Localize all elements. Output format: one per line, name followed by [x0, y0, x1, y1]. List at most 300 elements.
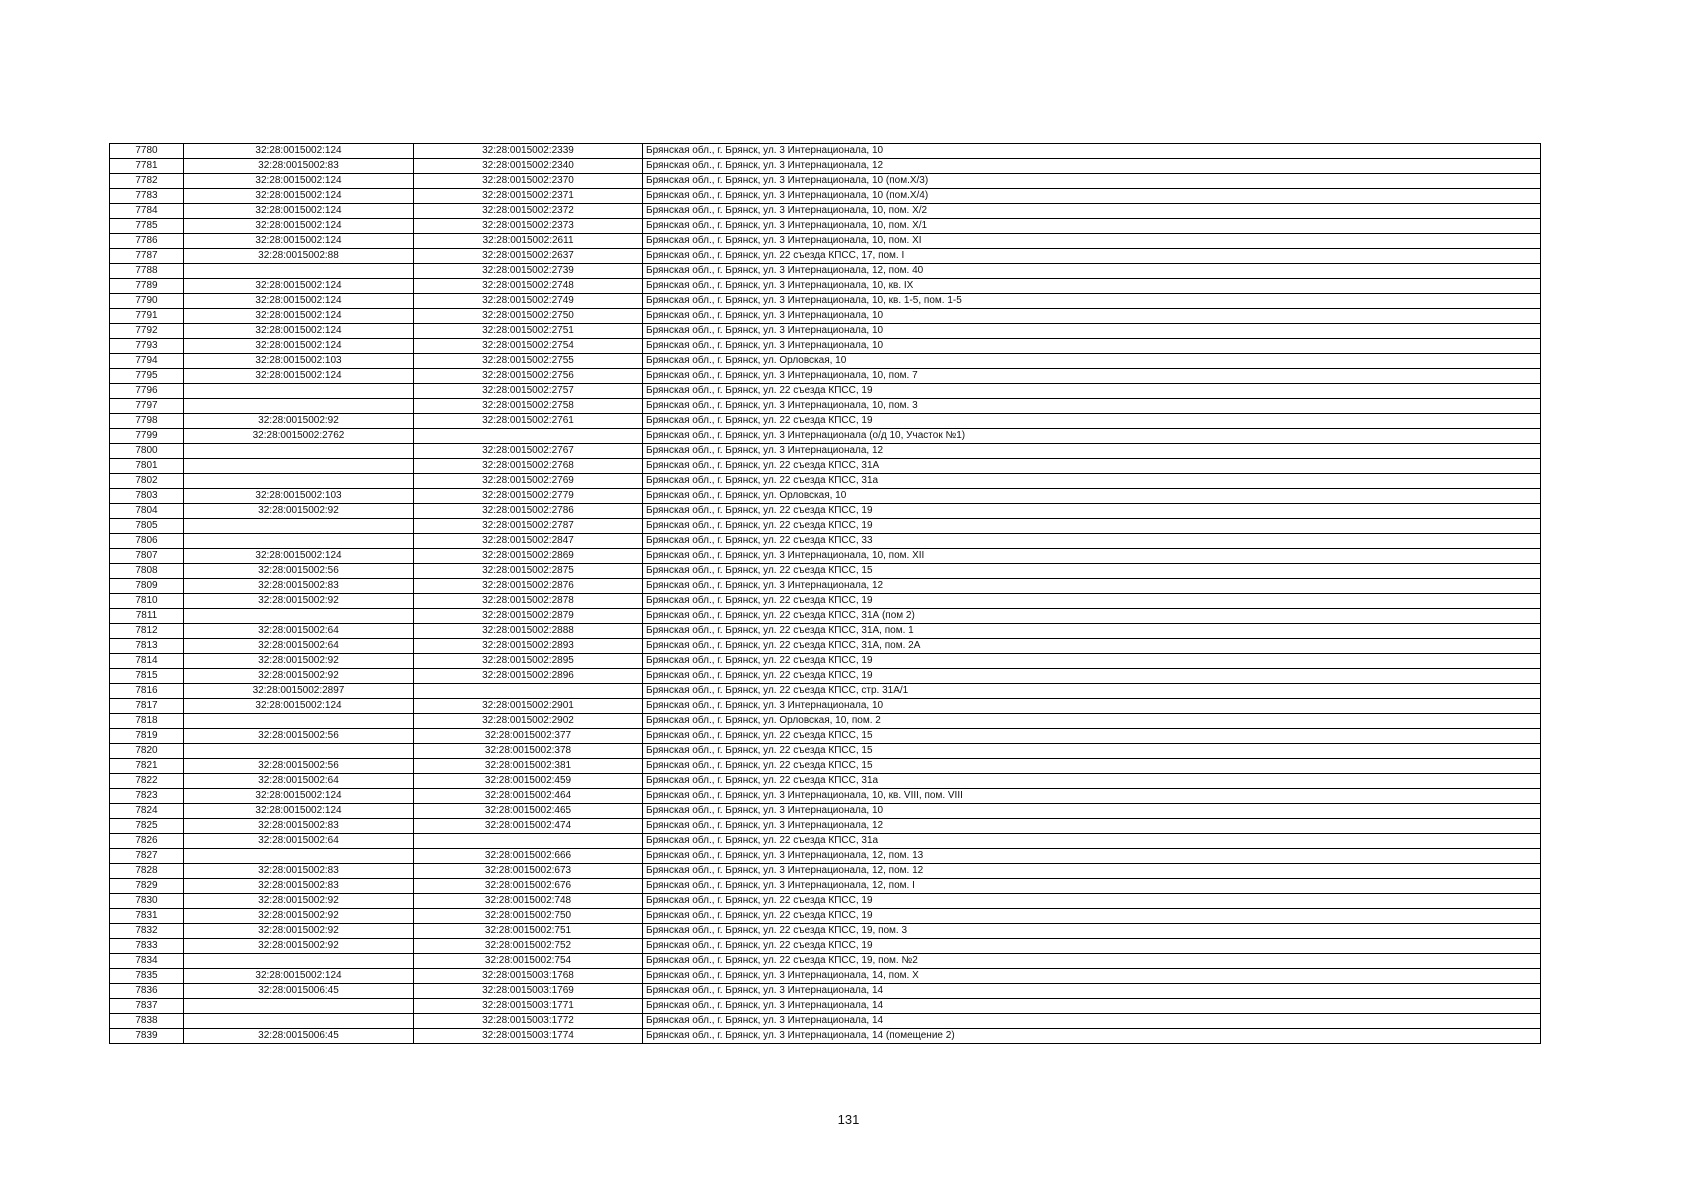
table-row: [110, 879, 1541, 894]
object-number-cell: 32:28:0015002:751: [414, 924, 643, 939]
address-cell: Брянская обл., г. Брянск, ул. 3 Интернационала, 10: [643, 699, 1541, 714]
row-number-cell: 7785: [110, 219, 184, 234]
object-number-cell: 32:28:0015002:750: [414, 909, 643, 924]
address-cell: Брянская обл., г. Брянск, ул. 22 съезда КПСС, 15: [643, 744, 1541, 759]
table-row: [110, 699, 1541, 714]
address-cell: Брянская обл., г. Брянск, ул. 3 Интернационала, 12, пом. 40: [643, 264, 1541, 279]
row-number-cell: 7801: [110, 459, 184, 474]
row-number-cell: 7780: [110, 144, 184, 159]
address-cell: Брянская обл., г. Брянск, ул. 3 Интернационала, 10, пом. XII: [643, 549, 1541, 564]
object-number-cell: 32:28:0015002:2370: [414, 174, 643, 189]
address-cell: Брянская обл., г. Брянск, ул. 22 съезда КПСС, 19: [643, 384, 1541, 399]
address-cell: Брянская обл., г. Брянск, ул. 3 Интернационала, 10, кв. 1-5, пом. 1-5: [643, 294, 1541, 309]
table-row: [110, 174, 1541, 189]
object-number-cell: 32:28:0015002:2895: [414, 654, 643, 669]
parcel-number-cell: [184, 999, 414, 1014]
table-row: [110, 339, 1541, 354]
table-row: [110, 669, 1541, 684]
address-cell: Брянская обл., г. Брянск, ул. 22 съезда КПСС, 19: [643, 594, 1541, 609]
object-number-cell: 32:28:0015002:2750: [414, 309, 643, 324]
table-row: [110, 639, 1541, 654]
parcel-number-cell: 32:28:0015002:124: [184, 234, 414, 249]
table-row: [110, 954, 1541, 969]
parcel-number-cell: 32:28:0015002:124: [184, 699, 414, 714]
parcel-number-cell: 32:28:0015002:64: [184, 639, 414, 654]
object-number-cell: 32:28:0015002:377: [414, 729, 643, 744]
object-number-cell: 32:28:0015002:2611: [414, 234, 643, 249]
parcel-number-cell: 32:28:0015002:124: [184, 969, 414, 984]
object-number-cell: 32:28:0015002:2902: [414, 714, 643, 729]
table-row: [110, 789, 1541, 804]
row-number-cell: 7786: [110, 234, 184, 249]
parcel-number-cell: 32:28:0015002:64: [184, 624, 414, 639]
parcel-number-cell: 32:28:0015002:92: [184, 504, 414, 519]
address-cell: Брянская обл., г. Брянск, ул. 3 Интернационала, 12, пом. 12: [643, 864, 1541, 879]
address-cell: Брянская обл., г. Брянск, ул. 22 съезда КПСС, 31а: [643, 774, 1541, 789]
table-row: [110, 309, 1541, 324]
address-cell: Брянская обл., г. Брянск, ул. 3 Интернационала, 10, кв. IX: [643, 279, 1541, 294]
object-number-cell: 32:28:0015002:2879: [414, 609, 643, 624]
address-cell: Брянская обл., г. Брянск, ул. Орловская, 10: [643, 354, 1541, 369]
row-number-cell: 7791: [110, 309, 184, 324]
address-cell: Брянская обл., г. Брянск, ул. 22 съезда КПСС, 31А, пом. 1: [643, 624, 1541, 639]
parcel-number-cell: 32:28:0015002:92: [184, 669, 414, 684]
object-number-cell: 32:28:0015002:2767: [414, 444, 643, 459]
parcel-number-cell: 32:28:0015002:83: [184, 864, 414, 879]
parcel-number-cell: 32:28:0015002:124: [184, 804, 414, 819]
row-number-cell: 7796: [110, 384, 184, 399]
parcel-number-cell: 32:28:0015002:92: [184, 939, 414, 954]
object-number-cell: 32:28:0015002:2787: [414, 519, 643, 534]
parcel-number-cell: 32:28:0015006:45: [184, 984, 414, 999]
row-number-cell: 7814: [110, 654, 184, 669]
parcel-number-cell: [184, 474, 414, 489]
row-number-cell: 7798: [110, 414, 184, 429]
address-cell: Брянская обл., г. Брянск, ул. 3 Интернационала, 10: [643, 804, 1541, 819]
address-cell: Брянская обл., г. Брянск, ул. 3 Интернационала, 12: [643, 159, 1541, 174]
parcel-number-cell: [184, 609, 414, 624]
row-number-cell: 7788: [110, 264, 184, 279]
address-cell: Брянская обл., г. Брянск, ул. 3 Интернационала, 12: [643, 579, 1541, 594]
address-cell: Брянская обл., г. Брянск, ул. 3 Интернационала, 10, кв. VIII, пом. VIII: [643, 789, 1541, 804]
row-number-cell: 7838: [110, 1014, 184, 1029]
table-row: [110, 519, 1541, 534]
table-row: [110, 579, 1541, 594]
object-number-cell: 32:28:0015003:1774: [414, 1029, 643, 1044]
parcel-number-cell: 32:28:0015002:124: [184, 789, 414, 804]
table-row: [110, 219, 1541, 234]
address-cell: Брянская обл., г. Брянск, ул. 3 Интернационала, 14: [643, 1014, 1541, 1029]
object-number-cell: 32:28:0015002:474: [414, 819, 643, 834]
object-number-cell: 32:28:0015002:2758: [414, 399, 643, 414]
address-cell: Брянская обл., г. Брянск, ул. 3 Интернационала, 14: [643, 984, 1541, 999]
address-cell: Брянская обл., г. Брянск, ул. 22 съезда КПСС, 17, пом. I: [643, 249, 1541, 264]
address-cell: Брянская обл., г. Брянск, ул. 3 Интернационала, 12, пом. 13: [643, 849, 1541, 864]
row-number-cell: 7816: [110, 684, 184, 699]
object-number-cell: [414, 834, 643, 849]
row-number-cell: 7803: [110, 489, 184, 504]
table-row: [110, 969, 1541, 984]
object-number-cell: 32:28:0015002:2754: [414, 339, 643, 354]
address-cell: Брянская обл., г. Брянск, ул. 22 съезда КПСС, 31А, пом. 2А: [643, 639, 1541, 654]
address-cell: Брянская обл., г. Брянск, ул. 3 Интернационала, 10 (пом.Х/4): [643, 189, 1541, 204]
table-row: [110, 939, 1541, 954]
row-number-cell: 7782: [110, 174, 184, 189]
row-number-cell: 7800: [110, 444, 184, 459]
address-cell: Брянская обл., г. Брянск, ул. 3 Интернационала, 10: [643, 144, 1541, 159]
table-row: [110, 144, 1541, 159]
table-row: [110, 264, 1541, 279]
row-number-cell: 7804: [110, 504, 184, 519]
parcel-number-cell: 32:28:0015002:124: [184, 174, 414, 189]
object-number-cell: 32:28:0015003:1772: [414, 1014, 643, 1029]
table-row: [110, 294, 1541, 309]
parcel-number-cell: 32:28:0015002:83: [184, 819, 414, 834]
row-number-cell: 7794: [110, 354, 184, 369]
parcel-number-cell: [184, 384, 414, 399]
address-cell: Брянская обл., г. Брянск, ул. 22 съезда КПСС, 19, пом. №2: [643, 954, 1541, 969]
table-row: [110, 894, 1541, 909]
row-number-cell: 7832: [110, 924, 184, 939]
row-number-cell: 7812: [110, 624, 184, 639]
address-cell: Брянская обл., г. Брянск, ул. 22 съезда КПСС, 19: [643, 414, 1541, 429]
address-cell: Брянская обл., г. Брянск, ул. 22 съезда КПСС, 33: [643, 534, 1541, 549]
table-row: [110, 249, 1541, 264]
parcel-number-cell: 32:28:0015002:124: [184, 309, 414, 324]
address-cell: Брянская обл., г. Брянск, ул. 3 Интернационала, 10: [643, 339, 1541, 354]
parcel-number-cell: 32:28:0015002:64: [184, 834, 414, 849]
parcel-number-cell: [184, 954, 414, 969]
parcel-number-cell: 32:28:0015002:124: [184, 549, 414, 564]
address-cell: Брянская обл., г. Брянск, ул. 22 съезда КПСС, 31а: [643, 474, 1541, 489]
parcel-number-cell: [184, 744, 414, 759]
row-number-cell: 7811: [110, 609, 184, 624]
parcel-number-cell: 32:28:0015002:103: [184, 354, 414, 369]
row-number-cell: 7806: [110, 534, 184, 549]
table-row: [110, 474, 1541, 489]
row-number-cell: 7839: [110, 1029, 184, 1044]
address-cell: Брянская обл., г. Брянск, ул. 22 съезда КПСС, 31А (пом 2): [643, 609, 1541, 624]
table-row: [110, 999, 1541, 1014]
object-number-cell: 32:28:0015002:2756: [414, 369, 643, 384]
row-number-cell: 7809: [110, 579, 184, 594]
address-cell: Брянская обл., г. Брянск, ул. 22 съезда КПСС, 19: [643, 939, 1541, 954]
object-number-cell: [414, 429, 643, 444]
object-number-cell: 32:28:0015002:752: [414, 939, 643, 954]
row-number-cell: 7815: [110, 669, 184, 684]
object-number-cell: 32:28:0015002:2372: [414, 204, 643, 219]
parcel-number-cell: 32:28:0015002:2762: [184, 429, 414, 444]
object-number-cell: 32:28:0015002:2340: [414, 159, 643, 174]
address-cell: Брянская обл., г. Брянск, ул. 22 съезда КПСС, стр. 31А/1: [643, 684, 1541, 699]
address-cell: Брянская обл., г. Брянск, ул. 3 Интернационала, 14: [643, 999, 1541, 1014]
row-number-cell: 7833: [110, 939, 184, 954]
parcel-number-cell: [184, 459, 414, 474]
parcel-number-cell: [184, 264, 414, 279]
address-cell: Брянская обл., г. Брянск, ул. 22 съезда КПСС, 19: [643, 909, 1541, 924]
address-cell: Брянская обл., г. Брянск, ул. Орловская, 10: [643, 489, 1541, 504]
row-number-cell: 7829: [110, 879, 184, 894]
parcel-number-cell: 32:28:0015002:124: [184, 204, 414, 219]
table-row: [110, 189, 1541, 204]
object-number-cell: 32:28:0015002:2739: [414, 264, 643, 279]
parcel-number-cell: 32:28:0015002:56: [184, 729, 414, 744]
parcel-number-cell: 32:28:0015002:83: [184, 159, 414, 174]
table-row: [110, 489, 1541, 504]
table-row: [110, 234, 1541, 249]
address-cell: Брянская обл., г. Брянск, ул. 22 съезда КПСС, 19, пом. 3: [643, 924, 1541, 939]
object-number-cell: 32:28:0015002:2769: [414, 474, 643, 489]
table-row: [110, 354, 1541, 369]
row-number-cell: 7797: [110, 399, 184, 414]
object-number-cell: 32:28:0015002:2876: [414, 579, 643, 594]
address-cell: Брянская обл., г. Брянск, ул. 3 Интернационала, 10, пом. 7: [643, 369, 1541, 384]
row-number-cell: 7837: [110, 999, 184, 1014]
object-number-cell: 32:28:0015003:1771: [414, 999, 643, 1014]
table-row: [110, 444, 1541, 459]
table-row: [110, 279, 1541, 294]
row-number-cell: 7795: [110, 369, 184, 384]
object-number-cell: 32:28:0015002:2896: [414, 669, 643, 684]
parcel-number-cell: 32:28:0015002:2897: [184, 684, 414, 699]
row-number-cell: 7789: [110, 279, 184, 294]
table-row: [110, 834, 1541, 849]
address-cell: Брянская обл., г. Брянск, ул. Орловская, 10, пом. 2: [643, 714, 1541, 729]
row-number-cell: 7802: [110, 474, 184, 489]
address-cell: Брянская обл., г. Брянск, ул. 22 съезда КПСС, 19: [643, 654, 1541, 669]
row-number-cell: 7821: [110, 759, 184, 774]
table-row: [110, 684, 1541, 699]
parcel-number-cell: [184, 534, 414, 549]
address-cell: Брянская обл., г. Брянск, ул. 22 съезда КПСС, 19: [643, 504, 1541, 519]
object-number-cell: 32:28:0015002:2757: [414, 384, 643, 399]
table-row: [110, 504, 1541, 519]
table-row: [110, 819, 1541, 834]
object-number-cell: 32:28:0015003:1769: [414, 984, 643, 999]
address-cell: Брянская обл., г. Брянск, ул. 22 съезда КПСС, 19: [643, 519, 1541, 534]
address-cell: Брянская обл., г. Брянск, ул. 22 съезда КПСС, 15: [643, 759, 1541, 774]
address-cell: Брянская обл., г. Брянск, ул. 3 Интернационала, 12: [643, 819, 1541, 834]
parcel-number-cell: 32:28:0015002:83: [184, 879, 414, 894]
address-cell: Брянская обл., г. Брянск, ул. 3 Интернационала, 10, пом. Х/2: [643, 204, 1541, 219]
address-cell: Брянская обл., г. Брянск, ул. 3 Интернационала, 14, пом. Х: [643, 969, 1541, 984]
row-number-cell: 7805: [110, 519, 184, 534]
object-number-cell: 32:28:0015002:754: [414, 954, 643, 969]
table-row: [110, 159, 1541, 174]
row-number-cell: 7834: [110, 954, 184, 969]
object-number-cell: 32:28:0015002:2748: [414, 279, 643, 294]
address-cell: Брянская обл., г. Брянск, ул. 22 съезда КПСС, 19: [643, 894, 1541, 909]
parcel-number-cell: 32:28:0015002:124: [184, 279, 414, 294]
object-number-cell: 32:28:0015002:378: [414, 744, 643, 759]
object-number-cell: 32:28:0015002:2371: [414, 189, 643, 204]
table-row: [110, 594, 1541, 609]
row-number-cell: 7813: [110, 639, 184, 654]
address-cell: Брянская обл., г. Брянск, ул. 3 Интернационала, 10, пом. XI: [643, 234, 1541, 249]
row-number-cell: 7817: [110, 699, 184, 714]
object-number-cell: 32:28:0015002:2751: [414, 324, 643, 339]
page-number: 131: [837, 1112, 860, 1127]
parcel-number-cell: 32:28:0015002:124: [184, 189, 414, 204]
row-number-cell: 7818: [110, 714, 184, 729]
table-row: [110, 744, 1541, 759]
row-number-cell: 7835: [110, 969, 184, 984]
row-number-cell: 7790: [110, 294, 184, 309]
row-number-cell: 7828: [110, 864, 184, 879]
address-cell: Брянская обл., г. Брянск, ул. 3 Интернационала, 14 (помещение 2): [643, 1029, 1541, 1044]
parcel-number-cell: 32:28:0015002:92: [184, 894, 414, 909]
table-row: [110, 624, 1541, 639]
parcel-number-cell: 32:28:0015002:103: [184, 489, 414, 504]
row-number-cell: 7836: [110, 984, 184, 999]
row-number-cell: 7824: [110, 804, 184, 819]
object-number-cell: 32:28:0015002:2901: [414, 699, 643, 714]
table-row: [110, 714, 1541, 729]
registry-table-body: [110, 144, 1541, 1044]
parcel-number-cell: 32:28:0015002:124: [184, 294, 414, 309]
parcel-number-cell: 32:28:0015002:92: [184, 414, 414, 429]
row-number-cell: 7799: [110, 429, 184, 444]
address-cell: Брянская обл., г. Брянск, ул. 22 съезда КПСС, 31а: [643, 834, 1541, 849]
row-number-cell: 7820: [110, 744, 184, 759]
table-row: [110, 1014, 1541, 1029]
object-number-cell: 32:28:0015002:2893: [414, 639, 643, 654]
row-number-cell: 7831: [110, 909, 184, 924]
address-cell: Брянская обл., г. Брянск, ул. 3 Интернационала, 10 (пом.Х/3): [643, 174, 1541, 189]
parcel-number-cell: [184, 1014, 414, 1029]
object-number-cell: 32:28:0015002:748: [414, 894, 643, 909]
table-row: [110, 429, 1541, 444]
address-cell: Брянская обл., г. Брянск, ул. 3 Интернационала, 12, пом. I: [643, 879, 1541, 894]
table-row: [110, 534, 1541, 549]
parcel-number-cell: 32:28:0015002:64: [184, 774, 414, 789]
parcel-number-cell: 32:28:0015002:56: [184, 759, 414, 774]
parcel-number-cell: 32:28:0015002:124: [184, 339, 414, 354]
table-row: [110, 804, 1541, 819]
parcel-number-cell: 32:28:0015006:45: [184, 1029, 414, 1044]
address-cell: Брянская обл., г. Брянск, ул. 3 Интернационала, 10, пом. 3: [643, 399, 1541, 414]
object-number-cell: 32:28:0015002:2875: [414, 564, 643, 579]
table-row: [110, 864, 1541, 879]
object-number-cell: 32:28:0015002:666: [414, 849, 643, 864]
address-cell: Брянская обл., г. Брянск, ул. 3 Интернационала, 10: [643, 309, 1541, 324]
parcel-number-cell: [184, 849, 414, 864]
row-number-cell: 7787: [110, 249, 184, 264]
object-number-cell: 32:28:0015002:2847: [414, 534, 643, 549]
table-row: [110, 924, 1541, 939]
parcel-number-cell: 32:28:0015002:83: [184, 579, 414, 594]
parcel-number-cell: 32:28:0015002:92: [184, 654, 414, 669]
object-number-cell: 32:28:0015002:2637: [414, 249, 643, 264]
address-cell: Брянская обл., г. Брянск, ул. 22 съезда КПСС, 19: [643, 669, 1541, 684]
row-number-cell: 7808: [110, 564, 184, 579]
row-number-cell: 7830: [110, 894, 184, 909]
parcel-number-cell: 32:28:0015002:92: [184, 594, 414, 609]
table-row: [110, 1029, 1541, 1044]
parcel-number-cell: 32:28:0015002:92: [184, 924, 414, 939]
parcel-number-cell: [184, 444, 414, 459]
table-row: [110, 384, 1541, 399]
object-number-cell: 32:28:0015002:459: [414, 774, 643, 789]
row-number-cell: 7819: [110, 729, 184, 744]
object-number-cell: 32:28:0015002:464: [414, 789, 643, 804]
address-cell: Брянская обл., г. Брянск, ул. 22 съезда КПСС, 31А: [643, 459, 1541, 474]
table-row: [110, 369, 1541, 384]
table-row: [110, 609, 1541, 624]
table-row: [110, 564, 1541, 579]
table-row: [110, 324, 1541, 339]
registry-table: [109, 143, 1541, 1044]
object-number-cell: 32:28:0015002:676: [414, 879, 643, 894]
table-row: [110, 774, 1541, 789]
object-number-cell: 32:28:0015002:673: [414, 864, 643, 879]
parcel-number-cell: [184, 519, 414, 534]
row-number-cell: 7825: [110, 819, 184, 834]
parcel-number-cell: 32:28:0015002:88: [184, 249, 414, 264]
parcel-number-cell: 32:28:0015002:124: [184, 324, 414, 339]
object-number-cell: 32:28:0015002:2869: [414, 549, 643, 564]
table-row: [110, 729, 1541, 744]
object-number-cell: 32:28:0015002:2786: [414, 504, 643, 519]
table-row: [110, 204, 1541, 219]
parcel-number-cell: [184, 714, 414, 729]
object-number-cell: 32:28:0015002:2749: [414, 294, 643, 309]
object-number-cell: 32:28:0015002:381: [414, 759, 643, 774]
table-row: [110, 549, 1541, 564]
object-number-cell: 32:28:0015002:2878: [414, 594, 643, 609]
parcel-number-cell: 32:28:0015002:124: [184, 219, 414, 234]
table-row: [110, 399, 1541, 414]
object-number-cell: 32:28:0015002:2755: [414, 354, 643, 369]
row-number-cell: 7810: [110, 594, 184, 609]
address-cell: Брянская обл., г. Брянск, ул. 3 Интернационала, 12: [643, 444, 1541, 459]
object-number-cell: 32:28:0015002:2373: [414, 219, 643, 234]
row-number-cell: 7784: [110, 204, 184, 219]
table-row: [110, 654, 1541, 669]
object-number-cell: 32:28:0015002:2779: [414, 489, 643, 504]
table-row: [110, 759, 1541, 774]
table-row: [110, 414, 1541, 429]
address-cell: Брянская обл., г. Брянск, ул. 22 съезда КПСС, 15: [643, 729, 1541, 744]
address-cell: Брянская обл., г. Брянск, ул. 3 Интернационала (о/д 10, Участок №1): [643, 429, 1541, 444]
object-number-cell: 32:28:0015002:2768: [414, 459, 643, 474]
address-cell: Брянская обл., г. Брянск, ул. 3 Интернационала, 10: [643, 324, 1541, 339]
table-row: [110, 849, 1541, 864]
row-number-cell: 7793: [110, 339, 184, 354]
row-number-cell: 7792: [110, 324, 184, 339]
address-cell: Брянская обл., г. Брянск, ул. 3 Интернационала, 10, пом. Х/1: [643, 219, 1541, 234]
row-number-cell: 7827: [110, 849, 184, 864]
row-number-cell: 7822: [110, 774, 184, 789]
table-row: [110, 459, 1541, 474]
row-number-cell: 7823: [110, 789, 184, 804]
row-number-cell: 7807: [110, 549, 184, 564]
parcel-number-cell: 32:28:0015002:124: [184, 369, 414, 384]
parcel-number-cell: 32:28:0015002:56: [184, 564, 414, 579]
address-cell: Брянская обл., г. Брянск, ул. 22 съезда КПСС, 15: [643, 564, 1541, 579]
table-row: [110, 984, 1541, 999]
parcel-number-cell: [184, 399, 414, 414]
object-number-cell: 32:28:0015002:2339: [414, 144, 643, 159]
row-number-cell: 7783: [110, 189, 184, 204]
table-row: [110, 909, 1541, 924]
object-number-cell: [414, 684, 643, 699]
object-number-cell: 32:28:0015002:2888: [414, 624, 643, 639]
row-number-cell: 7826: [110, 834, 184, 849]
object-number-cell: 32:28:0015002:465: [414, 804, 643, 819]
object-number-cell: 32:28:0015002:2761: [414, 414, 643, 429]
row-number-cell: 7781: [110, 159, 184, 174]
